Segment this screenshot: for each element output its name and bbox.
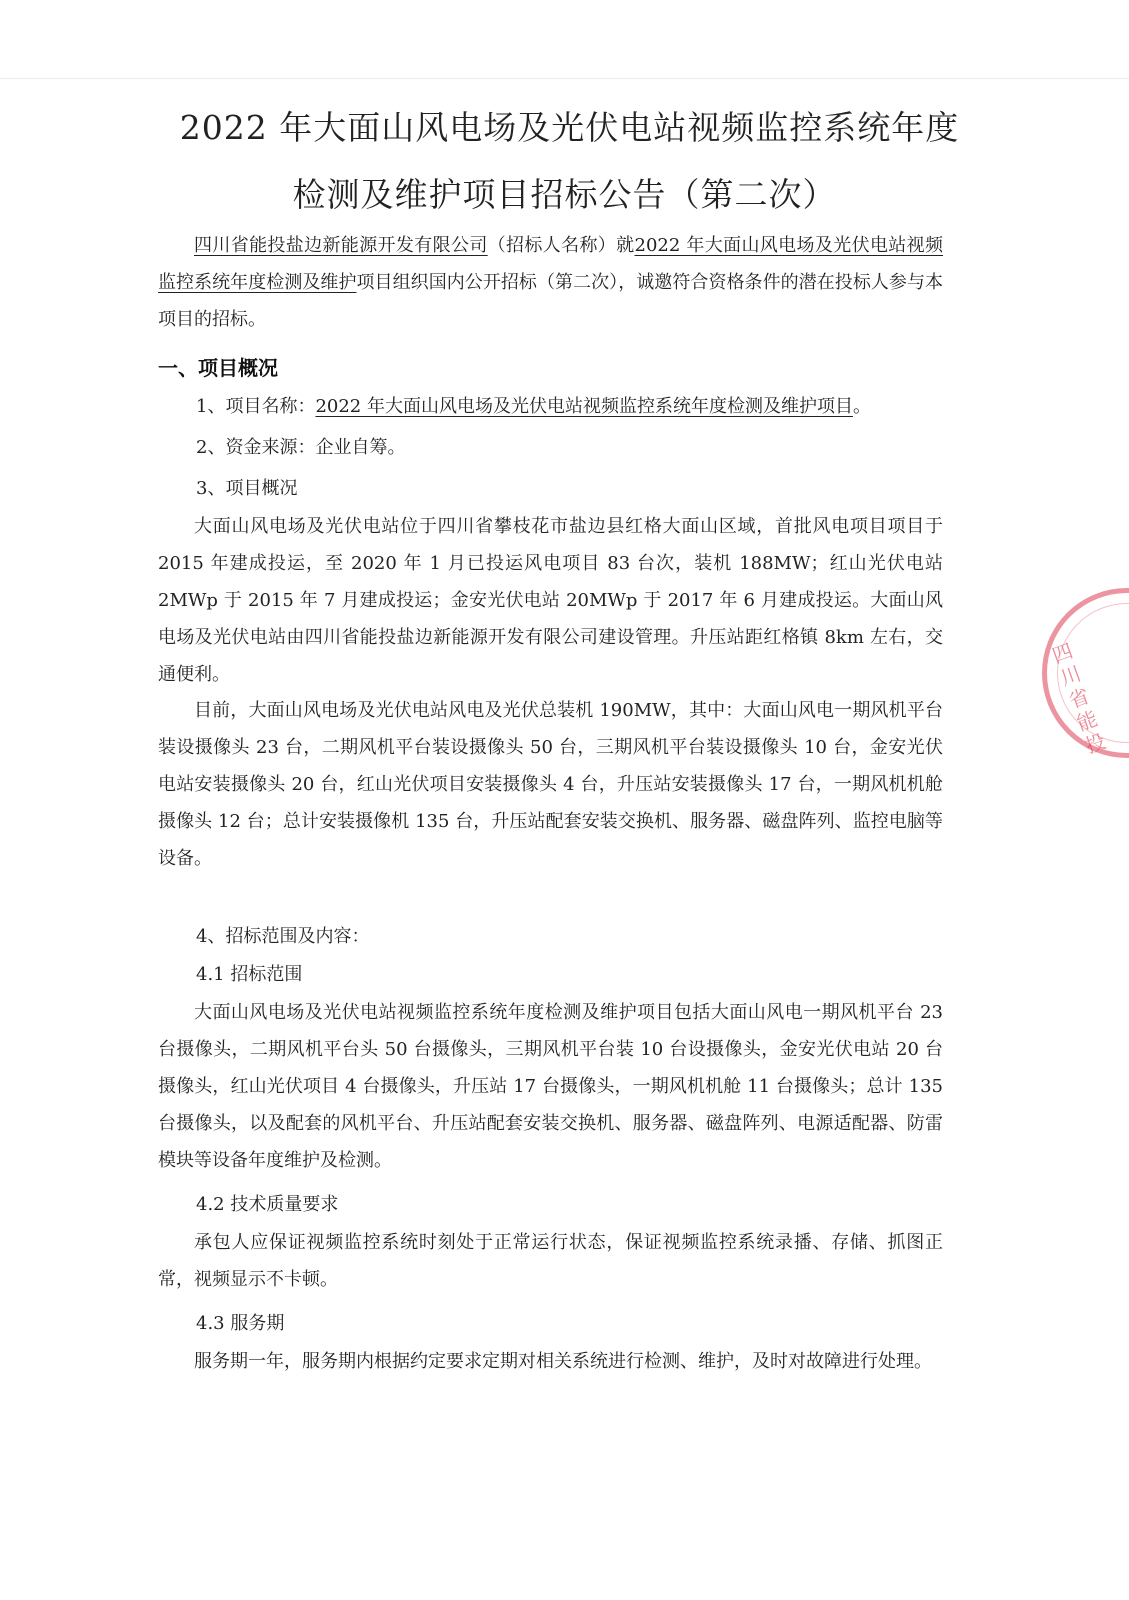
project-name-inline: 2022 年大面山风电场及光伏电站视频监控系统年度检测及维护 [158,235,944,293]
item-bidding-scope: 4、招标范围及内容： [196,926,370,947]
paragraph-overview: 大面山风电场及光伏电站位于四川省攀枝花市盐边县红格大面山区域，首批风电项目项目于 2015 年建成投运，至 2020 年 1 月已投运风电项目 83 台次，装机 188MW；红山光伏电站 2MWp 于 2015 年 7 月建成投运；金安光伏电站 20MWp 于 2017 年 6 月建成投运。大面山风电场及光伏电站由四川省能投盐边新能源开发有限公司建设管理。升压站距红格镇 8km 左右，交通便利。 [158,516,943,685]
document-title-line-2: 检测及维护项目招标公告（第二次） [292,175,837,214]
item-project-overview: 3、项目概况 [196,478,298,499]
tenderer-name: 四川省能投盐边新能源开发有限公司 [194,235,488,256]
section-heading-overview: 一、项目概况 [158,356,278,380]
item-project-name-label: 1、项目名称： [196,396,316,417]
item-project-name-value: 2022 年大面山风电场及光伏电站视频监控系统年度检测及维护项目 [315,396,853,417]
item-funding-source: 2、资金来源：企业自筹。 [196,437,406,458]
paragraph-service-period: 服务期一年，服务期内根据约定要求定期对相关系统进行检测、维护，及时对故障进行处理。 [194,1351,932,1372]
company-seal-text: 四川省能投 [1046,639,1110,761]
subitem-quality: 4.2 技术质量要求 [196,1194,339,1215]
document-title-line-1: 2022 年大面山风电场及光伏电站视频监控系统年度 [179,108,960,147]
paragraph-current-status: 目前，大面山风电场及光伏电站风电及光伏总装机 190MW，其中：大面山风电一期风机平台装设摄像头 23 台，二期风机平台装设摄像头 50 台，三期风机平台装设摄像头 10 台，金安光伏电站安装摄像头 20 台，红山光伏项目安装摄像头 4 台，升压站安装摄像头 17 台，一期风机机舱摄像头 12 台；总计安装摄像机 135 台，升压站配套安装交换机、服务器、磁盘阵列、监控电脑等设备。 [158,700,943,869]
item-project-name [196,388,871,425]
paragraph-scope: 大面山风电场及光伏电站视频监控系统年度检测及维护项目包括大面山风电一期风机平台 23 台摄像头，二期风机平台头 50 台摄像头，三期风机平台装 10 台设摄像头，金安光伏电站 20 台摄像头，红山光伏项目 4 台摄像头，升压站 17 台摄像头，一期风机机舱 11 台摄像头；总计 135 台摄像头，以及配套的风机平台、升压站配套安装交换机、服务器、磁盘阵列、电源适配器、防雷模块等设备年度维护及检测。 [158,1002,943,1171]
paragraph-quality: 承包人应保证视频监控系统时刻处于正常运行状态，保证视频监控系统录播、存储、抓图正常，视频显示不卡顿。 [158,1232,943,1290]
intro-rest: 项目组织国内公开招标（第二次），诚邀符合资格条件的潜在投标人参与本项目的招标。 [158,272,944,330]
subitem-service-period: 4.3 服务期 [196,1313,285,1334]
intro-paragraph [158,227,943,338]
tenderer-label: （招标人名称）就 [487,235,635,256]
subitem-scope: 4.1 招标范围 [196,964,303,985]
scan-edge-line [0,78,1129,79]
item-project-name-end: 。 [852,396,871,417]
